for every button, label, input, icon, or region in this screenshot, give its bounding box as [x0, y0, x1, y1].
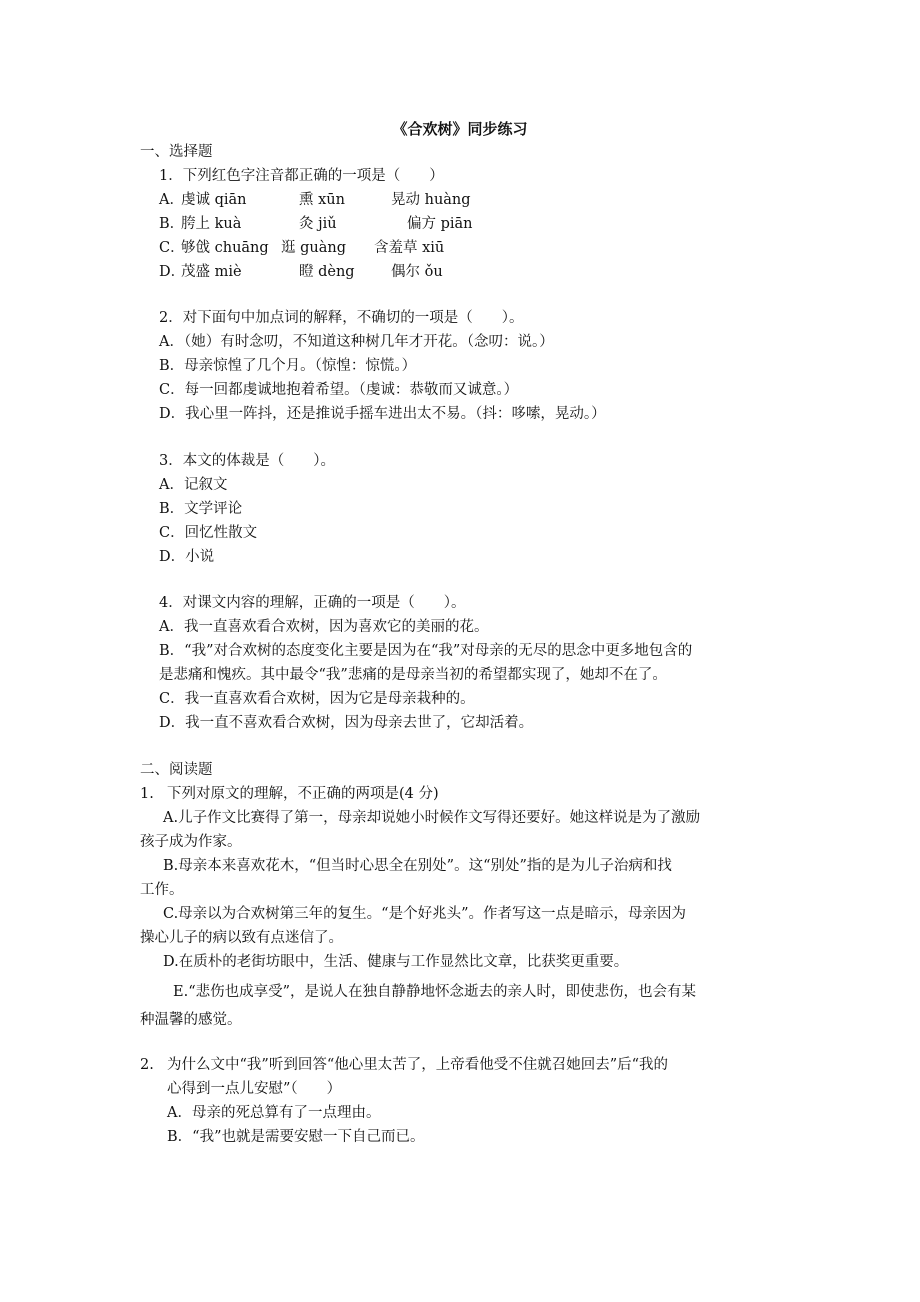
question-2-stem: 2．对下面句中加点词的解释，不确切的一项是（ ）。	[159, 310, 524, 326]
q2-option-a: A．（她）有时念叨，不知道这种树几年才开花。（念叨：说。）	[159, 334, 554, 350]
q2-option-b: B．母亲惊惶了几个月。（惊惶：惊慌。）	[159, 358, 417, 374]
pinyin-item: 茂盛 miè	[181, 264, 242, 280]
q4-option-b-continued: 是悲痛和愧疚。其中最令“我”悲痛的是母亲当初的希望都实现了，她却不在了。	[159, 667, 667, 683]
reading-q1-option-c-continued: 操心儿子的病以致有点迷信了。	[140, 930, 343, 946]
pinyin-item: 逛 guàng	[281, 240, 346, 256]
reading-question-1-number: 1.	[140, 786, 154, 802]
reading-q2-option-a: A．母亲的死总算有了一点理由。	[167, 1105, 381, 1121]
pinyin-item: 晃动 huàng	[391, 192, 471, 208]
q4-option-b: B．“我”对合欢树的态度变化主要是因为在“我”对母亲的无尽的思念中更多地包含的	[159, 643, 693, 659]
section-heading-choice: 一、选择题	[140, 144, 213, 160]
reading-question-1-stem: 下列对原文的理解，不正确的两项是(4 分)	[167, 786, 439, 802]
q4-option-a: A．我一直喜欢看合欢树，因为喜欢它的美丽的花。	[159, 619, 489, 635]
pinyin-item: 瞪 dèng	[299, 264, 355, 280]
pinyin-item: 灸 jiǔ	[299, 216, 337, 232]
q3-option-a: A．记叙文	[159, 477, 228, 493]
question-1-stem: 1．下列红色字注音都正确的一项是（ ）	[159, 168, 444, 184]
pinyin-item: 虔诚 qiān	[181, 192, 247, 208]
question-4-stem: 4．对课文内容的理解，正确的一项是（ ）。	[159, 595, 466, 611]
reading-q1-option-a: A.儿子作文比赛得了第一，母亲却说她小时候作文写得还要好。她这样说是为了激励	[163, 810, 701, 826]
reading-question-2-stem-continued: 心得到一点儿安慰”（ ）	[167, 1081, 342, 1097]
reading-q2-option-b: B．“我”也就是需要安慰一下自己而已。	[167, 1129, 425, 1145]
reading-q1-option-d: D.在质朴的老街坊眼中，生活、健康与工作显然比文章，比获奖更重要。	[163, 954, 629, 970]
pinyin-item: 够戗 chuāng	[181, 240, 269, 256]
q2-option-c: C．每一回都虔诚地抱着希望。（虔诚：恭敬而又诚意。）	[159, 382, 519, 398]
reading-q1-option-c: C.母亲以为合欢树第三年的复生。“是个好兆头”。作者写这一点是暗示，母亲因为	[163, 906, 687, 922]
pinyin-item: 胯上 kuà	[181, 216, 242, 232]
option-label: A．	[159, 192, 184, 208]
q2-option-d: D．我心里一阵抖，还是推说手摇车进出太不易。（抖：哆嗦，晃动。）	[159, 406, 606, 422]
q3-option-c: C．回忆性散文	[159, 525, 258, 541]
reading-q1-option-a-continued: 孩子成为作家。	[140, 834, 242, 850]
q4-option-d: D．我一直不喜欢看合欢树，因为母亲去世了，它却活着。	[159, 715, 534, 731]
pinyin-item: 偏方 piān	[407, 216, 473, 232]
reading-q1-option-e-continued: 种温馨的感觉。	[140, 1012, 242, 1028]
q3-option-b: B．文学评论	[159, 501, 243, 517]
option-label: B．	[159, 216, 185, 232]
section-heading-reading: 二、阅读题	[140, 762, 213, 778]
page-title: 《合欢树》同步练习	[392, 120, 528, 138]
reading-question-2-number: 2.	[140, 1057, 154, 1073]
reading-q1-option-b-continued: 工作。	[140, 882, 184, 898]
q3-option-d: D．小说	[159, 549, 215, 565]
reading-q1-option-b: B.母亲本来喜欢花木，“但当时心思全在别处”。这“别处”指的是为儿子治病和找	[163, 858, 672, 874]
reading-question-2-stem: 为什么文中“我”听到回答“他心里太苦了，上帝看他受不住就召她回去”后“我的	[167, 1057, 669, 1073]
reading-q1-option-e: E.“悲伤也成享受”，是说人在独自静静地怀念逝去的亲人时，即使悲伤，也会有某	[173, 984, 697, 1000]
option-label: C．	[159, 240, 185, 256]
pinyin-item: 偶尔 ǒu	[391, 264, 443, 280]
pinyin-item: 含羞草 xiū	[374, 240, 445, 256]
pinyin-item: 熏 xūn	[299, 192, 345, 208]
option-label: D．	[159, 264, 186, 280]
question-3-stem: 3．本文的体裁是（ ）。	[159, 453, 335, 469]
q4-option-c: C．我一直喜欢看合欢树，因为它是母亲栽种的。	[159, 691, 475, 707]
